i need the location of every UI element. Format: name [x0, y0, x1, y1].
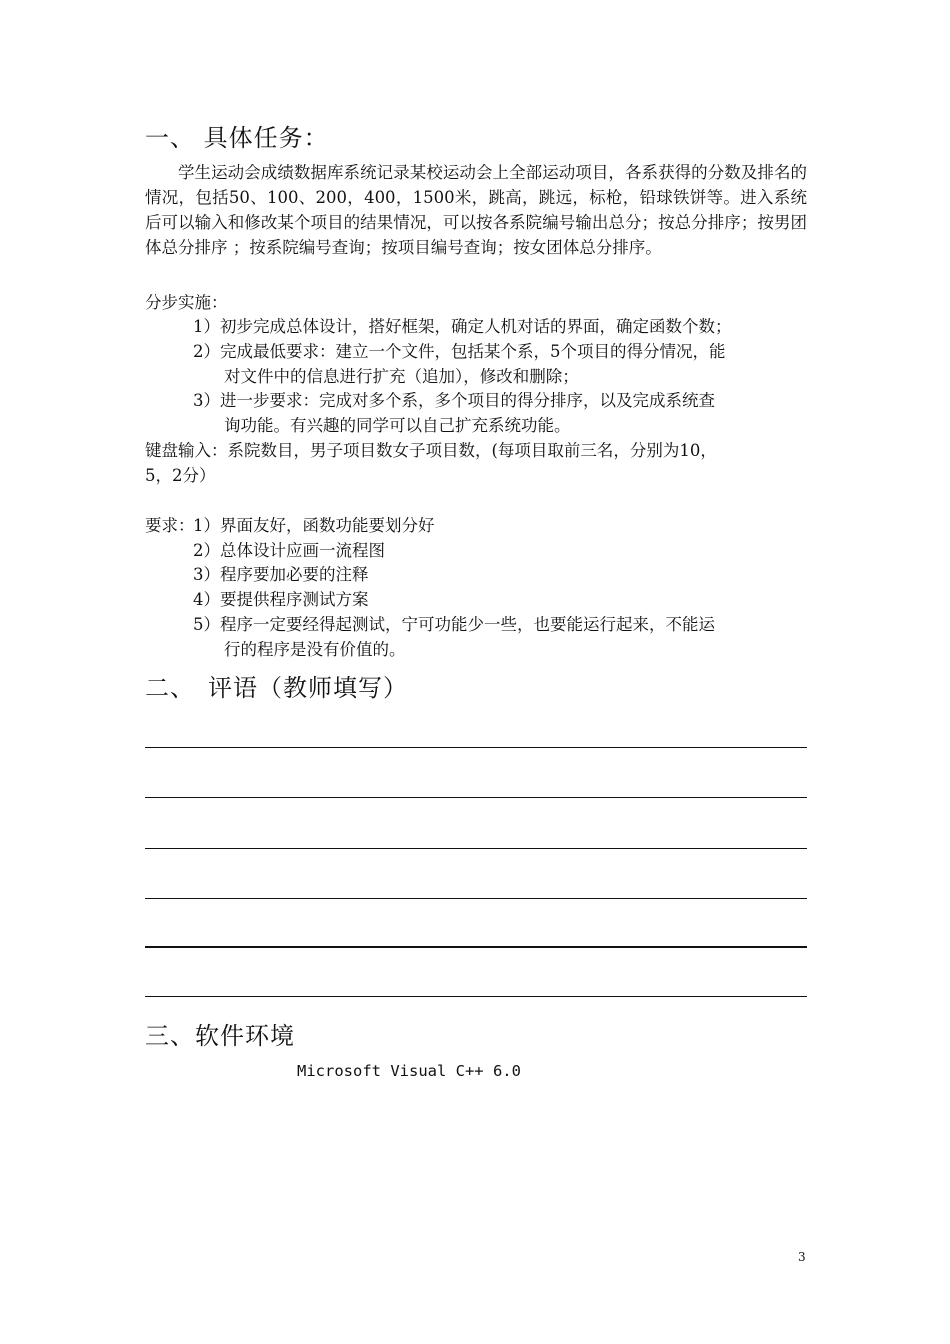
comment-line [145, 747, 807, 748]
comment-line [145, 848, 807, 849]
requirement-text: 1）界面友好，函数功能要划分好 [193, 516, 435, 535]
requirement-item-4 [193, 587, 807, 612]
requirements-label: 要求： [145, 516, 195, 535]
step-text-cont: 询功能。有兴趣的同学可以自己扩充系统功能。 [224, 416, 571, 435]
keyboard-input-line2: 5，2分） [145, 466, 216, 485]
step-item-1 [193, 314, 807, 339]
page-number: 3 [798, 1250, 806, 1264]
requirement-text: 4）要提供程序测试方案 [193, 590, 369, 609]
step-text-cont: 对文件中的信息进行扩充（追加），修改和删除； [224, 367, 579, 386]
section2-heading: 二、 评语（教师填写） [145, 674, 408, 702]
requirement-text: 3）程序要加必要的注释 [193, 565, 369, 584]
comment-line [145, 797, 807, 798]
requirement-text: 2）总体设计应画一流程图 [193, 541, 385, 560]
software-environment: Microsoft Visual C++ 6.0 [297, 1062, 521, 1080]
requirement-item-5 [193, 612, 807, 662]
step-text: 1）初步完成总体设计，搭好框架，确定人机对话的界面，确定函数个数； [193, 317, 732, 336]
requirement-item-1 [193, 513, 807, 538]
requirement-item-3 [193, 562, 807, 587]
comment-line [145, 946, 807, 948]
requirement-item-2 [193, 538, 807, 563]
keyboard-input-line1: 键盘输入：系院数目，男子项目数女子项目数，(每项目取前三名，分别为10， [145, 441, 717, 460]
step-item-3 [193, 388, 807, 438]
steps-label: 分步实施： [145, 293, 228, 312]
intro-paragraph: 学生运动会成绩数据库系统记录某校运动会上全部运动项目，各系获得的分数及排名的情况，包括50、100、200，400，1500米，跳高，跳远，标枪，铅球铁饼等。进入系统后可以输入和修改某个项目的结果情况，可以按各系院编号输出总分；按总分排序；按男团体总分排序 ；按系院编号查询；按项目编号查询；按女团体总分排序。 [145, 163, 807, 257]
comment-line [145, 898, 807, 899]
section1-heading: 一、 具体任务： [145, 124, 329, 152]
step-text: 3）进一步要求：完成对多个系，多个项目的得分排序，以及完成系统查 [193, 391, 715, 410]
step-text: 2）完成最低要求：建立一个文件，包括某个系，5个项目的得分情况，能 [193, 342, 726, 361]
section3-heading: 三、软件环境 [145, 1022, 295, 1050]
requirement-text-cont: 行的程序是没有价值的。 [224, 640, 406, 659]
requirement-text: 5）程序一定要经得起测试，宁可功能少一些，也要能运行起来，不能运 [193, 615, 715, 634]
step-item-2 [193, 339, 807, 389]
comment-line [145, 996, 807, 997]
